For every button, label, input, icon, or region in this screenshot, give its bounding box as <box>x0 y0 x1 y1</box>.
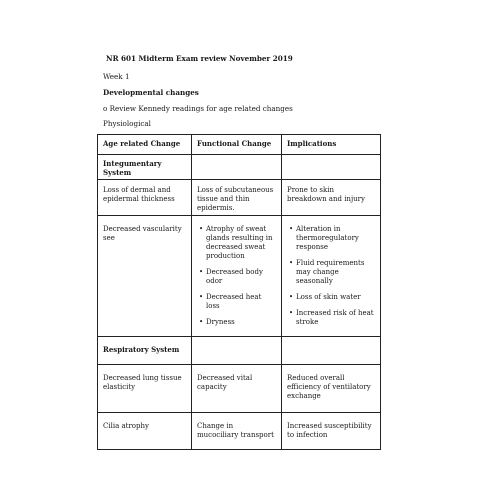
table-cell: Loss of dermal and epidermal thickness <box>98 180 192 216</box>
table-cell: Decreased lung tissue elasticity <box>98 365 192 413</box>
table-cell: Prone to skin breakdown and injury <box>282 180 381 216</box>
header-functional-change: Functional Change <box>192 135 282 155</box>
table-row <box>98 155 381 180</box>
table-row <box>98 180 381 216</box>
document-title: NR 601 Midterm Exam review November 2019 <box>106 54 293 63</box>
bullet-item: • Decreased heat loss <box>197 293 276 311</box>
table-cell: Reduced overall efficiency of ventilatory exchange <box>282 365 381 413</box>
integumentary-heading: Integumentary System <box>98 155 192 180</box>
bullet-item: • Decreased body odor <box>197 268 276 286</box>
bullet-item: • Increased risk of heat stroke <box>287 309 375 327</box>
table-row <box>98 216 381 337</box>
empty-cell <box>192 155 282 180</box>
table-cell: Increased susceptibility to infection <box>282 413 381 450</box>
table-row <box>98 337 381 365</box>
empty-cell <box>282 155 381 180</box>
week-label: Week 1 <box>103 72 130 81</box>
empty-cell <box>282 337 381 365</box>
table-cell: Decreased vascularity see <box>98 216 192 337</box>
section-heading: Developmental changes <box>103 88 199 97</box>
table-row <box>98 413 381 450</box>
table-cell: Change in mucociliary transport <box>192 413 282 450</box>
bullet-item: • Atrophy of sweat glands resulting in decreased sweat production <box>197 225 276 261</box>
table-row <box>98 365 381 413</box>
respiratory-heading: Respiratory System <box>98 337 192 365</box>
table-cell: Decreased vital capacity <box>192 365 282 413</box>
bullet-item: • Fluid requirements may change seasonally <box>287 259 375 286</box>
age-changes-table <box>97 134 381 450</box>
bullet-item: • Dryness <box>197 318 276 327</box>
review-note: o Review Kennedy readings for age related changes <box>103 104 293 113</box>
header-implications: Implications <box>282 135 381 155</box>
bullet-cell <box>282 216 381 337</box>
table-header-row <box>98 135 381 155</box>
bullet-item: • Loss of skin water <box>287 293 375 302</box>
bullet-item: • Alteration in thermoregulatory response <box>287 225 375 252</box>
bullet-cell <box>192 216 282 337</box>
header-age-change: Age related Change <box>98 135 192 155</box>
table-cell: Loss of subcutaneous tissue and thin epidermis. <box>192 180 282 216</box>
table-cell: Cilia atrophy <box>98 413 192 450</box>
empty-cell <box>192 337 282 365</box>
subsection-label: Physiological <box>103 119 151 128</box>
